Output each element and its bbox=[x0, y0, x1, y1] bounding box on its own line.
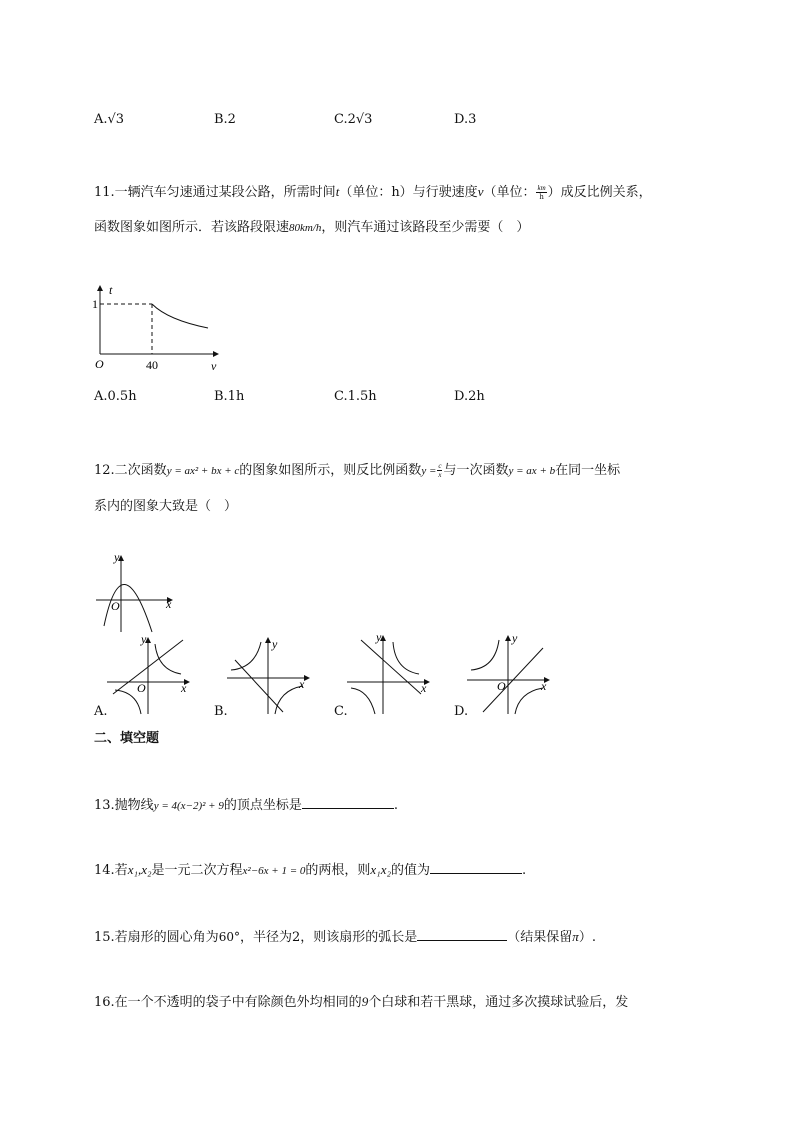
q12-line2: 系内的图象大致是（ ） bbox=[94, 499, 238, 514]
q14: 14.若x₁,x₂是一元二次方程x²−6x + 1 = 0的两根，则x₁x₂的值为 . bbox=[94, 859, 526, 878]
q12-graph-d bbox=[463, 632, 558, 717]
hyperbola-branch-2 bbox=[351, 688, 375, 714]
q13: 13.抛物线y = 4(x−2)² + 9的顶点坐标是 . bbox=[94, 794, 398, 813]
tick-1: 1 bbox=[92, 297, 98, 311]
q10-option-a: A.√3 bbox=[94, 112, 125, 127]
q12-option-d: D. bbox=[454, 704, 469, 719]
svg-text:y: y bbox=[272, 637, 278, 651]
svg-text:y: y bbox=[141, 632, 147, 646]
svg-text:y: y bbox=[512, 632, 518, 645]
q11-option-b: B.1h bbox=[214, 389, 245, 404]
svg-text:x: x bbox=[541, 679, 547, 693]
svg-text:x: x bbox=[299, 677, 305, 691]
q12-graph-b bbox=[223, 632, 318, 717]
q11-line1: 11.一辆汽车匀速通过某段公路，所需时间t（单位：h）与行驶速度v（单位： $\frac{km}{h}$ ）成反比例关系， bbox=[94, 184, 652, 201]
q11-graph bbox=[90, 280, 230, 375]
q11-option-d: D.2h bbox=[454, 389, 485, 404]
svg-text:O: O bbox=[137, 681, 146, 695]
section-fill-in-blank: 二、填空题 bbox=[94, 731, 160, 746]
svg-text:x: x bbox=[181, 681, 187, 695]
svg-text:x: x bbox=[421, 681, 427, 695]
q11-option-a: A.0.5h bbox=[94, 389, 137, 404]
q12-option-a: A. bbox=[94, 704, 108, 719]
q12-graph-a bbox=[103, 632, 198, 717]
q12-line1: 12.二次函数y = ax² + bx + c的图象如图所示，则反比例函数y = $\frac{c}{x}$ 与一次函数y = ax + b在同一坐标 bbox=[94, 462, 621, 479]
q14-answer-blank[interactable] bbox=[430, 859, 522, 874]
t-label: t bbox=[109, 283, 113, 297]
q12-option-b: B. bbox=[214, 704, 228, 719]
line-graph bbox=[361, 640, 421, 694]
hyperbola-branch-1 bbox=[393, 642, 419, 674]
q10-option-c: C.2√3 bbox=[334, 112, 373, 127]
q15: 15.若扇形的圆心角为60°，半径为2，则该扇形的弧长是 （结果保留π）. bbox=[94, 926, 596, 945]
q11-line2: 函数图象如图所示．若该路段限速80km/h，则汽车通过该路段至少需要（ ） bbox=[94, 220, 530, 235]
eq2-fraction: $\frac{c}{x}$ bbox=[438, 462, 442, 479]
svg-text:y: y bbox=[376, 632, 382, 644]
q12-parabola-graph bbox=[90, 550, 180, 635]
hyperbola-branch-2 bbox=[515, 688, 543, 714]
v-label: v bbox=[211, 359, 217, 373]
unit-fraction: $\frac{km}{h}$ bbox=[537, 184, 546, 201]
q10-option-d: D.3 bbox=[454, 112, 477, 127]
curve bbox=[152, 304, 208, 328]
q12-option-c: C. bbox=[334, 704, 348, 719]
tick-40: 40 bbox=[146, 358, 158, 372]
q12-graph-c bbox=[343, 632, 438, 717]
q13-answer-blank[interactable] bbox=[302, 794, 394, 809]
hyperbola-branch-1 bbox=[155, 644, 181, 674]
svg-text:O: O bbox=[497, 679, 506, 693]
origin-label: O bbox=[95, 357, 104, 371]
q10-option-b: B.2 bbox=[214, 112, 236, 127]
q15-answer-blank[interactable] bbox=[417, 926, 507, 941]
svg-text:y: y bbox=[114, 550, 120, 564]
q16: 16.在一个不透明的袋子中有除颜色外均相同的9个白球和若干黑球，通过多次摸球试验后，发 bbox=[94, 994, 629, 1010]
svg-text:O: O bbox=[111, 599, 120, 613]
hyperbola-branch-1 bbox=[231, 642, 261, 670]
q11-option-c: C.1.5h bbox=[334, 389, 377, 404]
hyperbola-branch-1 bbox=[471, 640, 499, 670]
svg-text:x: x bbox=[166, 597, 172, 611]
